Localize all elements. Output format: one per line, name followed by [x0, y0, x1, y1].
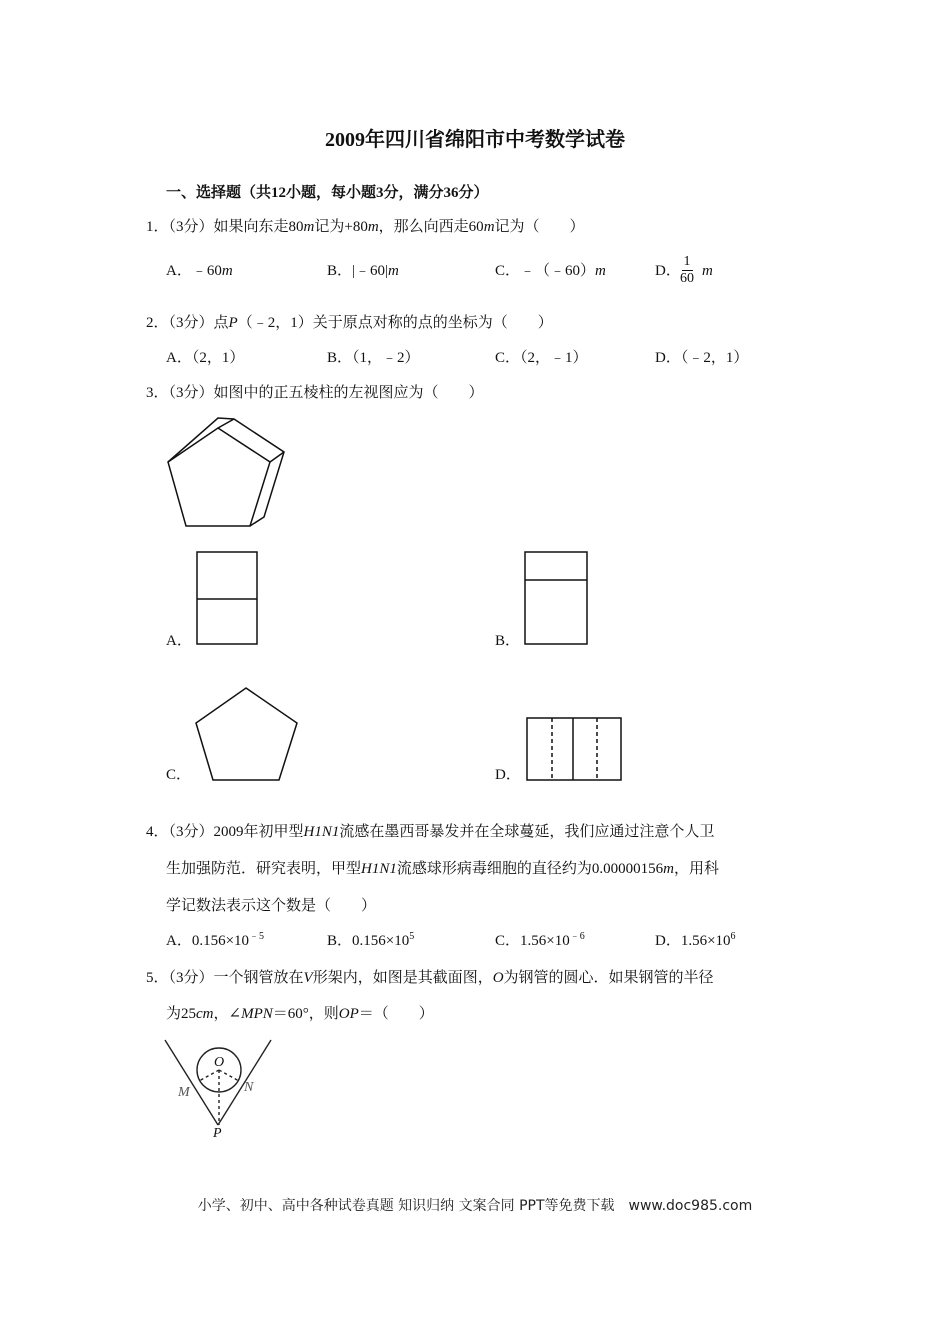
section-heading: 一、选择题（共12小题，每小题3分，满分36分） — [166, 185, 489, 201]
question-1-stem: 1．（3分）如果向东走80m记为+80m，那么向西走60m记为（ ） — [146, 219, 585, 235]
q1-option-d: D． — [655, 263, 681, 279]
pentagonal-prism-figure — [168, 418, 284, 526]
q5-label-p: P — [213, 1126, 222, 1141]
question-2-stem: 2．（3分）点P（﹣2，1）关于原点对称的点的坐标为（ ） — [146, 315, 553, 331]
q2-option-a: A．（2，1） — [166, 350, 245, 366]
q1-option-c: C．﹣（﹣60）m — [495, 263, 606, 279]
q4-option-d: D．$1.56\times 10^6$ — [655, 931, 736, 949]
option-c-figure — [196, 688, 297, 780]
question-3-stem: 3．（3分）如图中的正五棱柱的左视图应为（ ） — [146, 385, 484, 401]
q5-label-n: N — [244, 1080, 254, 1095]
option-b-figure — [525, 552, 587, 644]
q4-option-b: B．$0.156\times 10^5$ — [327, 931, 415, 949]
q1-option-b: B．|﹣60|m — [327, 263, 399, 279]
q1-option-a: A．﹣60m — [166, 263, 233, 279]
page-title: 2009年四川省绵阳市中考数学试卷 — [325, 129, 625, 151]
question-5-line-2: 为25cm，∠MPN＝60°，则OP＝（ ） — [166, 1006, 434, 1022]
q5-label-m: M — [178, 1085, 190, 1100]
q2-option-b: B．（1，﹣2） — [327, 350, 420, 366]
question-4-line-3: 学记数法表示这个数是（ ） — [166, 898, 377, 914]
q3-option-a-label: A． — [166, 633, 192, 649]
footer-text: 小学、初中、高中各种试卷真题 知识归纳 文案合同 PPT等免费下载 www.doc985.com — [197, 1198, 753, 1214]
q1-option-d-unit: m — [702, 263, 713, 279]
question-4-line-1: 4．（3分）2009年初甲型H1N1流感在墨西哥暴发并在全球蔓延，我们应通过注意个人卫 — [146, 824, 715, 840]
q1-option-d-fraction: $\frac{1}{60}$ — [680, 254, 694, 286]
question-5-line-1: 5．（3分）一个钢管放在V形架内，如图是其截面图，O为钢管的圆心．如果钢管的半径 — [146, 970, 714, 986]
q4-option-c: C．$1.56\times 10^{﹣6}$ — [495, 931, 585, 949]
option-a-figure — [197, 552, 257, 644]
q5-label-o: O — [214, 1055, 225, 1070]
q3-option-b-label: B． — [495, 633, 521, 649]
q2-option-c: C．（2，﹣1） — [495, 350, 588, 366]
q3-option-d-label: D． — [495, 767, 521, 783]
q2-option-d: D．（﹣2，1） — [655, 350, 749, 366]
q3-option-c-label: C． — [166, 767, 192, 783]
option-d-figure — [527, 718, 621, 780]
question-4-line-2: 生加强防范．研究表明，甲型H1N1流感球形病毒细胞的直径约为0.00000156m，用科 — [166, 861, 719, 877]
q4-option-a: A．$0.156\times 10^{﹣5}$ — [166, 931, 265, 949]
